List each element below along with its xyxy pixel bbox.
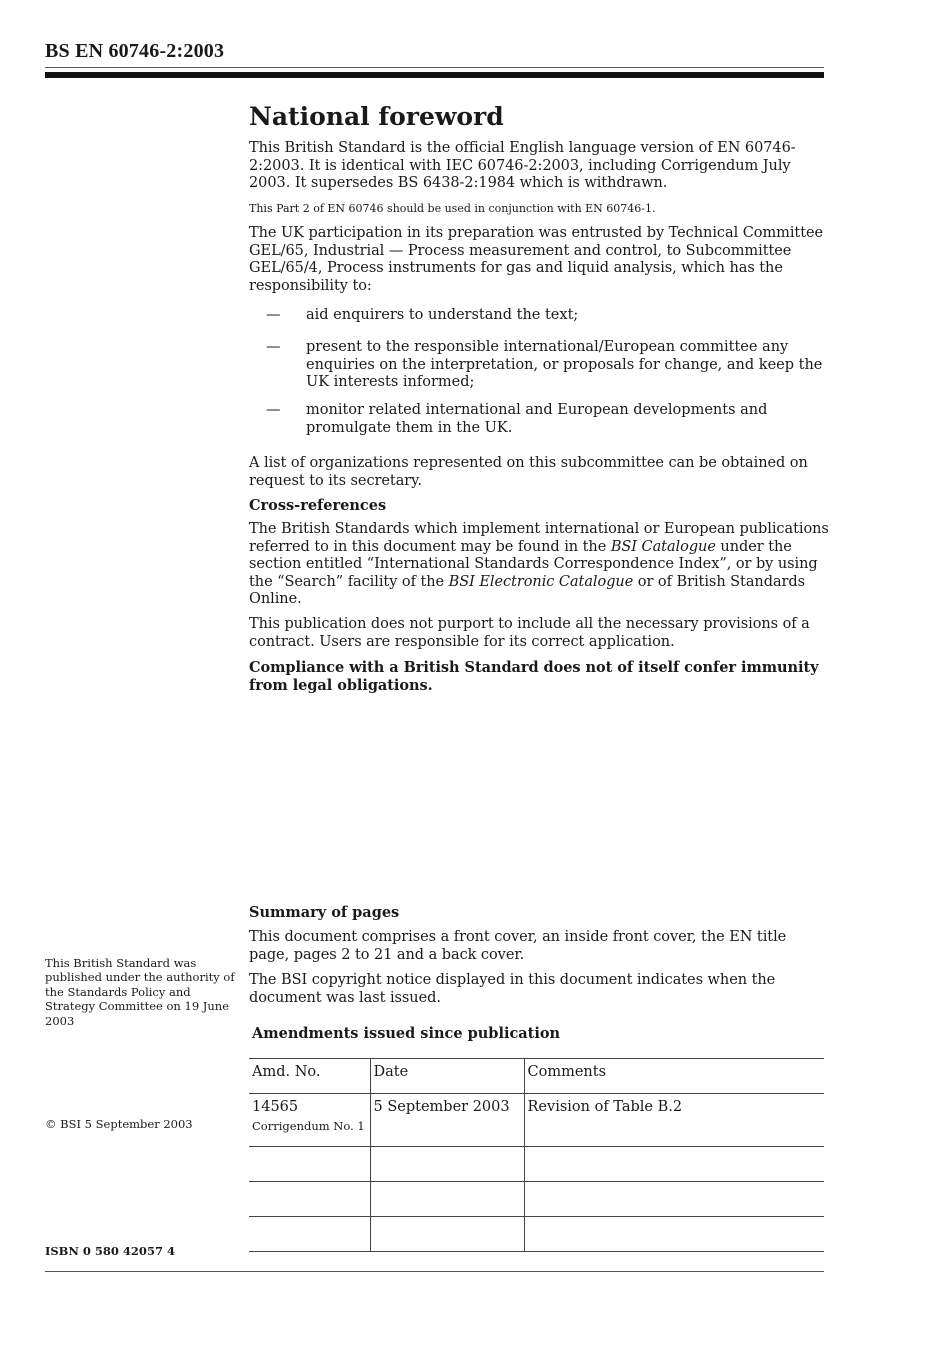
header-thin-rule [45,67,824,68]
intro-paragraph: This British Standard is the official English language version of EN 60746-2:2003. It is identical with IEC 60746-2:2003, including Corrigendum July 2003. It supersedes BS 6438-2:1984 which is withdrawn. [249,140,796,192]
responsibility-text: aid enquirers to understand the text; [306,307,579,323]
document-id: BS EN 60746-2:2003 [45,40,225,62]
crossref-text-part2: under the section entitled “International Standards Correspondence Index”, or by using the “Search” facility of the [249,538,818,590]
amd-number: 14565 [252,1099,299,1115]
bullet-dash: — [266,307,281,323]
copyright-line: © BSI 5 September 2003 [45,1117,193,1131]
amd-note: Corrigendum No. 1 [252,1119,365,1133]
empty-cell [249,1217,370,1252]
empty-cell [524,1182,824,1217]
bullet-dash: — [266,339,281,355]
table-row-empty [249,1217,824,1252]
comments-cell: Revision of Table B.2 [524,1094,824,1147]
amendments-table [249,1058,824,1252]
bullet-dash: — [266,402,281,418]
summary-paragraph: This document comprises a front cover, an inside front cover, the EN title page, pages 2 to 21 and a back cover. [249,929,787,963]
header-thick-rule [45,72,824,78]
contract-paragraph: This publication does not purport to include all the necessary provisions of a contract. Users are responsible for its correct application. [249,616,810,650]
responsibility-text: present to the responsible international/European committee any enquiries on the interpretation, or proposals for change, and keep the UK interests informed; [306,339,823,391]
crossref-paragraph [249,521,829,609]
table-row-empty [249,1182,824,1217]
empty-cell [249,1147,370,1182]
isbn-line: ISBN 0 580 42057 4 [45,1244,175,1258]
column-header-comments: Comments [524,1059,824,1094]
crossref-heading: Cross-references [249,497,387,514]
empty-cell [370,1147,524,1182]
empty-cell [370,1182,524,1217]
page-title: National foreword [249,102,504,131]
empty-cell [249,1182,370,1217]
column-header-date: Date [370,1059,524,1094]
part2-note: This Part 2 of EN 60746 should be used in conjunction with EN 60746-1. [249,202,656,215]
footer-rule [45,1271,824,1272]
empty-cell [524,1217,824,1252]
crossref-text-part1: The British Standards which implement international or European publications referred to in this document may be found in the [249,521,829,555]
empty-cell [524,1147,824,1182]
publication-authority-note: This British Standard was published under the authority of the Standards Policy and Strategy Committee on 19 June 2003 [45,956,235,1028]
crossref-text-part3: or of British Standards Online. [249,573,806,608]
amd-no-cell [249,1094,370,1147]
date-cell: 5 September 2003 [370,1094,524,1147]
uk-participation-paragraph: The UK participation in its preparation was entrusted by Technical Committee GEL/65, Industrial — Process measurement and control, to Subcommittee GEL/65/4, Process instruments for gas and liquid analysis, which has the responsibility to: [249,225,824,294]
amendments-heading: Amendments issued since publication [252,1025,561,1042]
column-header-amd-no: Amd. No. [249,1059,370,1094]
summary-heading: Summary of pages [249,904,400,921]
copyright-notice-paragraph: The BSI copyright notice displayed in this document indicates when the document was last issued. [249,972,776,1006]
bsi-electronic-catalogue-ref: BSI Electronic Catalogue [448,573,634,590]
bsi-catalogue-ref: BSI Catalogue [610,538,716,555]
responsibility-text: monitor related international and European developments and promulgate them in the UK. [306,402,768,436]
table-row-empty [249,1147,824,1182]
table-row [249,1094,824,1147]
table-header-row [249,1059,824,1094]
organizations-paragraph: A list of organizations represented on this subcommittee can be obtained on request to its secretary. [249,455,808,489]
empty-cell [370,1217,524,1252]
compliance-paragraph: Compliance with a British Standard does not of itself confer immunity from legal obligations. [249,659,819,694]
